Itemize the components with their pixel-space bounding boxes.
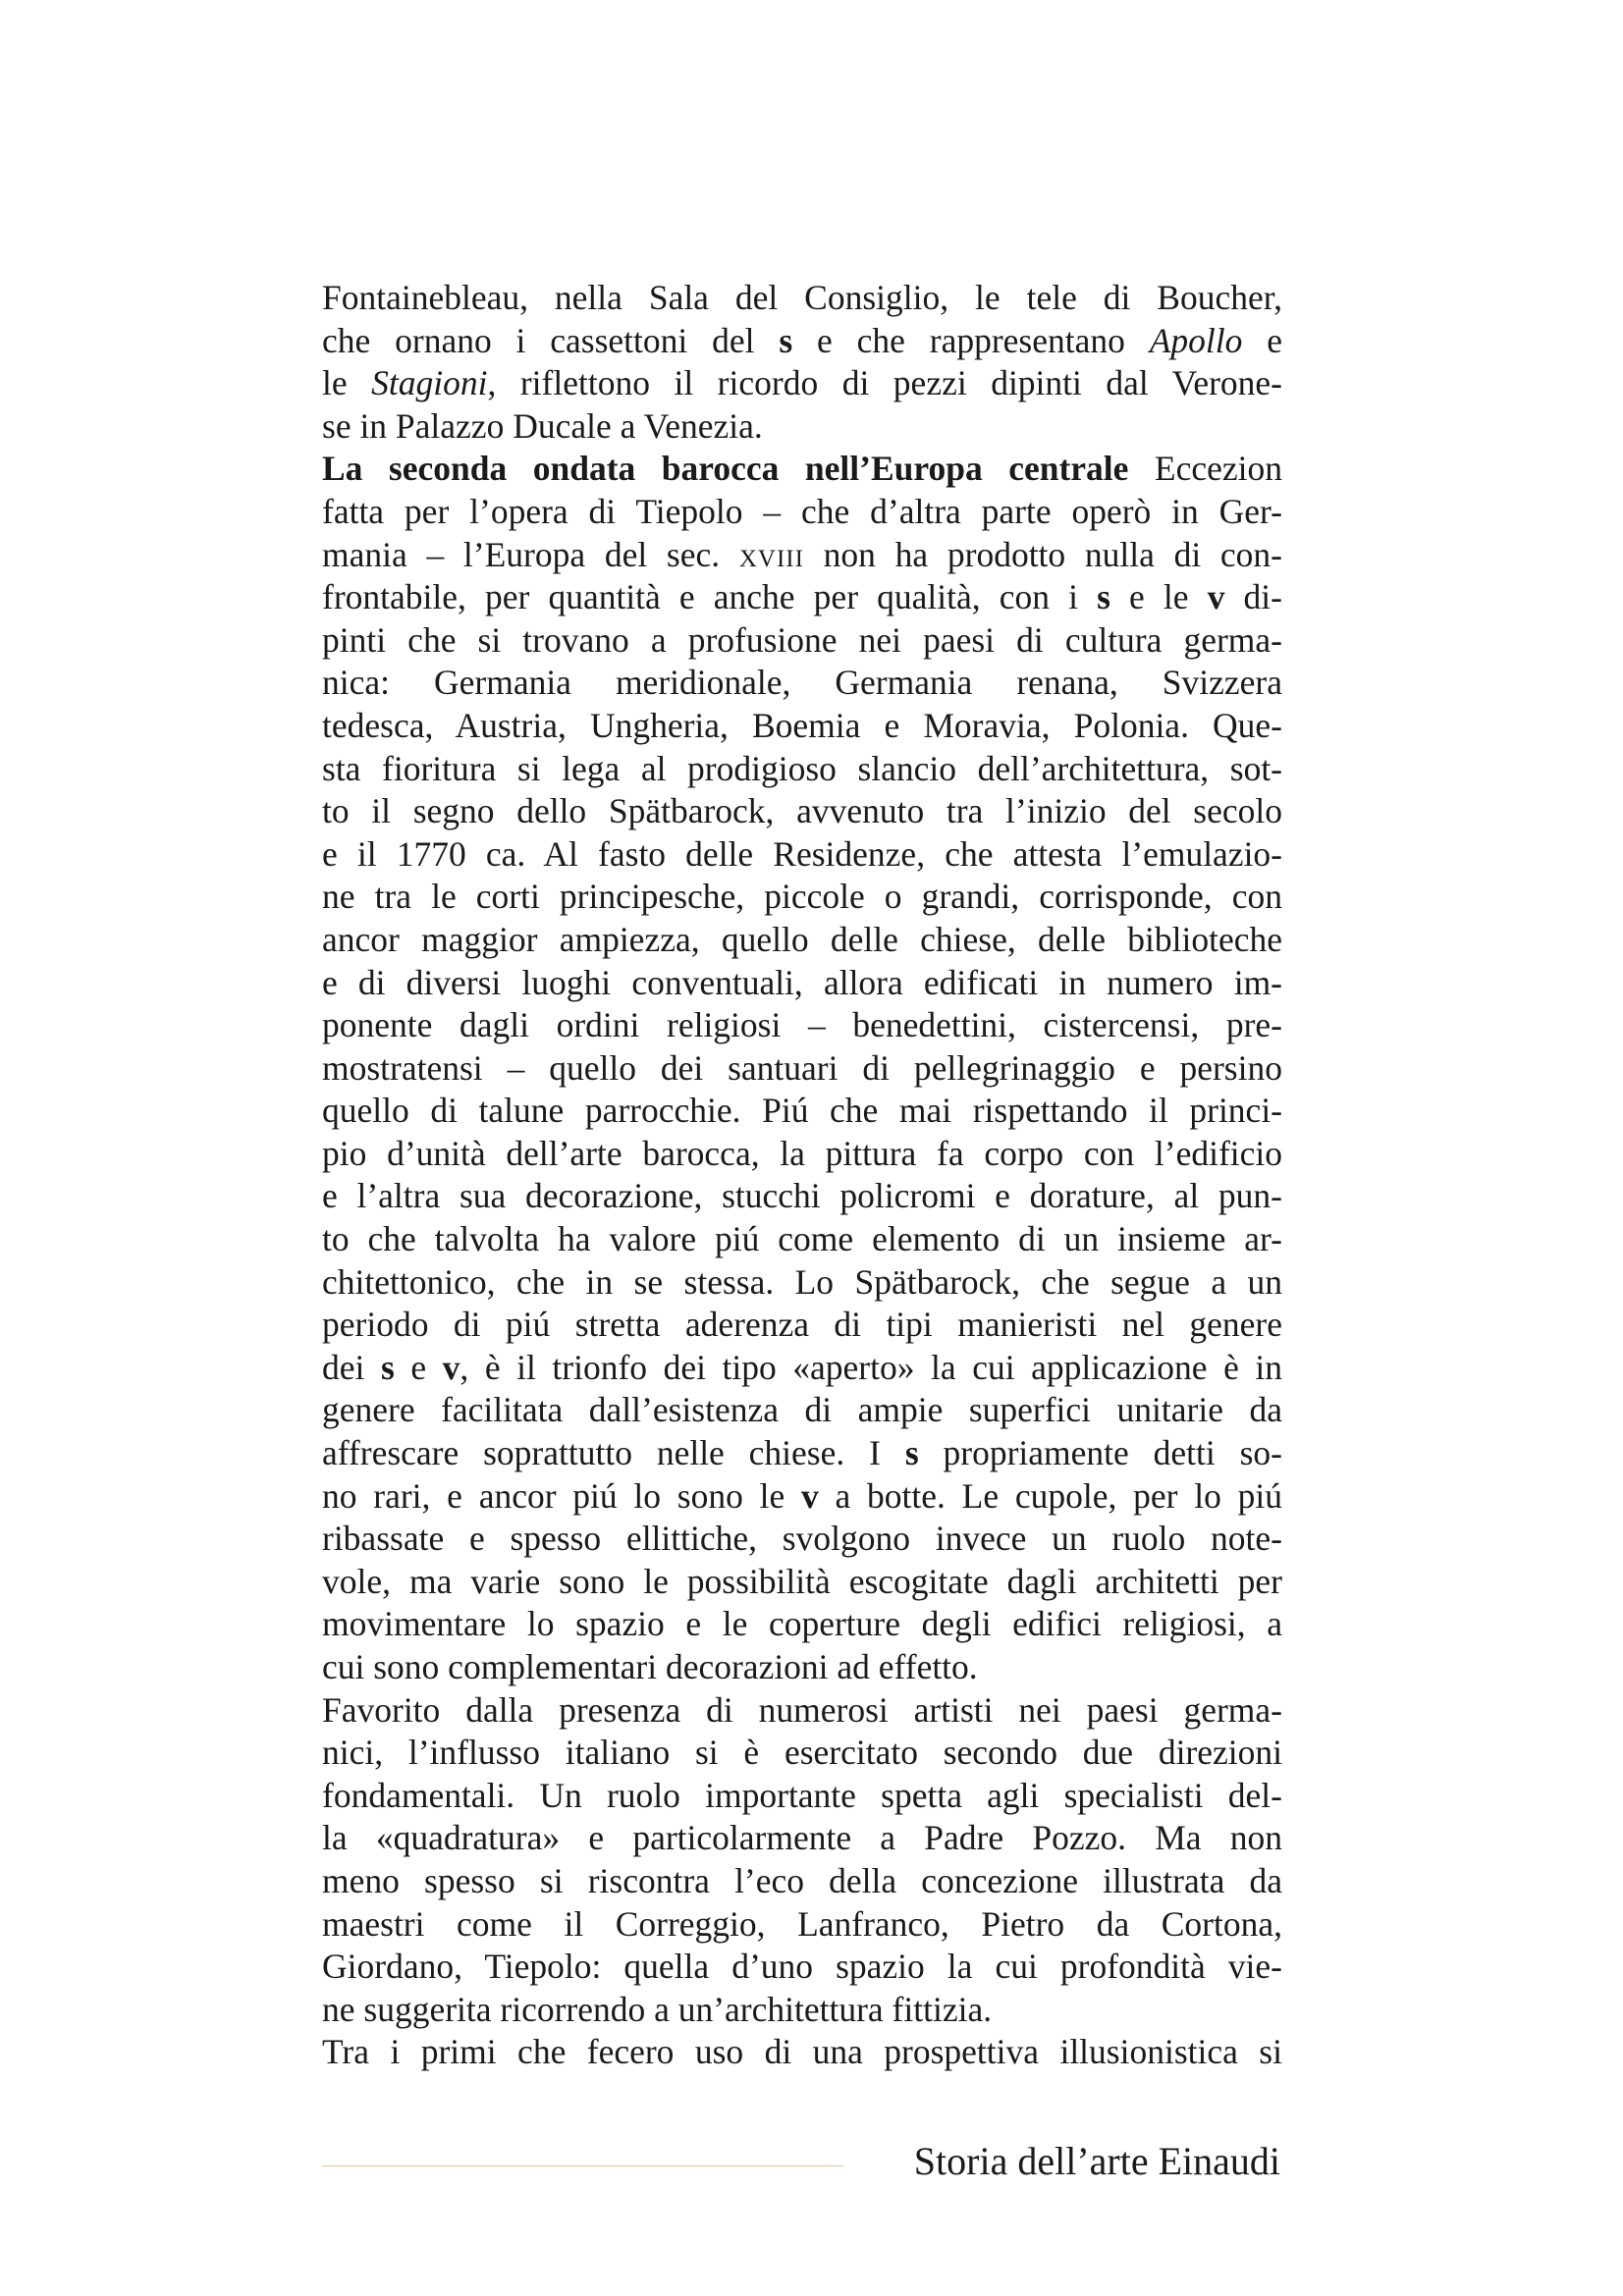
text-segment: nica: Germania meridionale, Germania renana, Svizzera xyxy=(322,663,1282,703)
text-segment: la «quadratura» e particolarmente a Padre Pozzo. Ma non xyxy=(322,1818,1282,1858)
text-line xyxy=(322,748,1282,791)
text-segment: Fontainebleau, nella Sala del Consiglio, le tele di Boucher, xyxy=(322,278,1282,317)
text-line xyxy=(322,1004,1282,1047)
text-line xyxy=(322,1090,1282,1133)
text-line xyxy=(322,876,1282,919)
text-segment: cui sono complementari decorazioni ad effetto. xyxy=(322,1647,978,1686)
text-segment: pio d’unità dell’arte barocca, la pittura fa corpo con l’edificio xyxy=(322,1133,1282,1173)
text-segment: le xyxy=(322,363,372,403)
text-segment: e le xyxy=(1109,577,1208,617)
text-line xyxy=(322,1175,1282,1218)
text-segment: Tra i primi che fecero uso di una prospettiva illusionistica si xyxy=(322,2032,1282,2072)
text-line xyxy=(322,1646,1282,1689)
text-line xyxy=(322,1475,1282,1519)
text-segment: di- xyxy=(1224,577,1282,617)
text-line xyxy=(322,534,1282,577)
text-line xyxy=(322,362,1282,405)
text-segment: se in Palazzo Ducale a Venezia. xyxy=(322,405,763,446)
text-segment: fatta per l’opera di Tiepolo – che d’altra parte operò in Ger- xyxy=(322,491,1282,531)
text-line xyxy=(322,1561,1282,1604)
text-segment: affrescare soprattutto nelle chiese. I xyxy=(322,1433,905,1473)
text-segment: ne suggerita ricorrendo a un’architettura fittizia. xyxy=(322,1989,993,2029)
text-line xyxy=(322,405,1282,449)
text-line xyxy=(322,1775,1282,1818)
text-segment: Favorito dalla presenza di numerosi artisti nei paesi germa- xyxy=(322,1689,1282,1730)
text-segment: periodo di piú stretta aderenza di tipi manieristi nel genere xyxy=(322,1305,1282,1345)
text-segment: e l’altra sua decorazione, stucchi policromi e dorature, al pun- xyxy=(322,1176,1282,1216)
bold-text: La seconda ondata barocca nell’Europa centrale xyxy=(322,449,1129,489)
footer-title: Storia dell’arte Einaudi xyxy=(913,2139,1280,2183)
text-line xyxy=(322,1047,1282,1091)
text-segment: non ha prodotto nulla di con- xyxy=(803,534,1282,574)
text-segment: e di diversi luoghi conventuali, allora edificati in numero im- xyxy=(322,962,1282,1002)
text-line xyxy=(322,1603,1282,1646)
bold-text: s xyxy=(779,320,793,360)
text-segment: mania – l’Europa del sec. xyxy=(322,534,739,574)
text-line xyxy=(322,1432,1282,1475)
text-line xyxy=(322,1347,1282,1390)
bold-text: s xyxy=(1097,577,1110,617)
italic-text: Stagioni xyxy=(371,363,488,403)
text-line xyxy=(322,1518,1282,1561)
text-line xyxy=(322,1989,1282,2032)
text-segment: propriamente detti so- xyxy=(918,1433,1282,1473)
text-segment: , è il trionfo dei tipo «aperto» la cui applicazione è in xyxy=(460,1347,1282,1387)
text-line xyxy=(322,962,1282,1005)
bold-text: v xyxy=(801,1475,819,1516)
text-segment: ancor maggior ampiezza, quello delle chiese, delle biblioteche xyxy=(322,919,1282,959)
text-segment: to che talvolta ha valore piú come elemento di un insieme ar- xyxy=(322,1219,1282,1259)
text-segment: e che rappresentano xyxy=(792,320,1150,360)
text-segment: , riflettono il ricordo di pezzi dipinti dal Verone- xyxy=(487,363,1282,403)
text-segment: e il 1770 ca. Al fasto delle Residenze, che attesta l’emulazio- xyxy=(322,833,1282,874)
text-segment: e xyxy=(1242,320,1282,360)
text-segment: to il segno dello Spätbarock, avvenuto tra l’inizio del secolo xyxy=(322,791,1282,831)
text-line xyxy=(322,1946,1282,1989)
text-segment: no rari, e ancor piú lo sono le xyxy=(322,1475,802,1516)
footer-rule xyxy=(322,2165,844,2166)
text-segment: meno spesso si riscontra l’eco della concezione illustrata da xyxy=(322,1860,1282,1900)
bold-text: s xyxy=(380,1347,395,1387)
text-segment: movimentare lo spazio e le coperture degli edifici religiosi, a xyxy=(322,1604,1282,1644)
text-segment: genere facilitata dall’esistenza di ampie superfici unitarie da xyxy=(322,1390,1282,1430)
text-line xyxy=(322,1218,1282,1261)
text-line xyxy=(322,1261,1282,1305)
bold-text: v xyxy=(1207,577,1225,617)
text-segment: che ornano i cassettoni del xyxy=(322,320,780,360)
text-segment: nici, l’influsso italiano si è esercitato secondo due direzioni xyxy=(322,1733,1282,1773)
text-line xyxy=(322,1304,1282,1347)
text-line xyxy=(322,1860,1282,1903)
text-segment: Eccezion xyxy=(1128,449,1282,489)
text-segment: quello di talune parrocchie. Piú che mai rispettando il princi- xyxy=(322,1091,1282,1131)
text-segment: pinti che si trovano a profusione nei paesi di cultura germa- xyxy=(322,619,1282,660)
text-line xyxy=(322,790,1282,833)
text-line xyxy=(322,1903,1282,1947)
text-line xyxy=(322,2031,1282,2074)
italic-text: Apollo xyxy=(1149,320,1243,360)
small-caps-text: xviii xyxy=(738,534,804,574)
text-segment: e xyxy=(394,1347,443,1387)
bold-text: v xyxy=(442,1347,460,1387)
text-segment: ne tra le corti principesche, piccole o grandi, corrisponde, con xyxy=(322,877,1282,917)
text-line xyxy=(322,491,1282,534)
text-line xyxy=(322,448,1282,491)
text-line xyxy=(322,1133,1282,1176)
text-line xyxy=(322,576,1282,619)
bold-text: s xyxy=(904,1433,919,1473)
text-segment: fondamentali. Un ruolo importante spetta agli specialisti del- xyxy=(322,1775,1282,1815)
text-segment: a botte. Le cupole, per lo piú xyxy=(818,1475,1282,1516)
page-body xyxy=(322,277,1282,2074)
text-segment: ribassate e spesso ellittiche, svolgono invece un ruolo note- xyxy=(322,1519,1282,1559)
text-line xyxy=(322,1817,1282,1860)
text-segment: vole, ma varie sono le possibilità escogitate dagli architetti per xyxy=(322,1561,1282,1601)
text-line xyxy=(322,662,1282,705)
text-segment: frontabile, per quantità e anche per qualità, con i xyxy=(322,577,1098,617)
text-line xyxy=(322,919,1282,962)
text-segment: Giordano, Tiepolo: quella d’uno spazio la cui profondità vie- xyxy=(322,1947,1282,1987)
text-segment: chitettonico, che in se stessa. Lo Spätbarock, che segue a un xyxy=(322,1261,1282,1302)
text-segment: ponente dagli ordini religiosi – benedettini, cistercensi, pre- xyxy=(322,1005,1282,1045)
text-line xyxy=(322,705,1282,748)
text-line xyxy=(322,1689,1282,1733)
text-line xyxy=(322,277,1282,320)
text-segment: tedesca, Austria, Ungheria, Boemia e Moravia, Polonia. Que- xyxy=(322,705,1282,745)
text-line xyxy=(322,1732,1282,1775)
text-segment: sta fioritura si lega al prodigioso slancio dell’architettura, sot- xyxy=(322,748,1282,788)
text-segment: dei xyxy=(322,1347,381,1387)
text-line xyxy=(322,619,1282,663)
text-line xyxy=(322,1389,1282,1432)
text-line xyxy=(322,833,1282,877)
text-segment: mostratensi – quello dei santuari di pellegrinaggio e persino xyxy=(322,1047,1282,1088)
text-segment: maestri come il Correggio, Lanfranco, Pietro da Cortona, xyxy=(322,1903,1282,1944)
text-line xyxy=(322,320,1282,363)
